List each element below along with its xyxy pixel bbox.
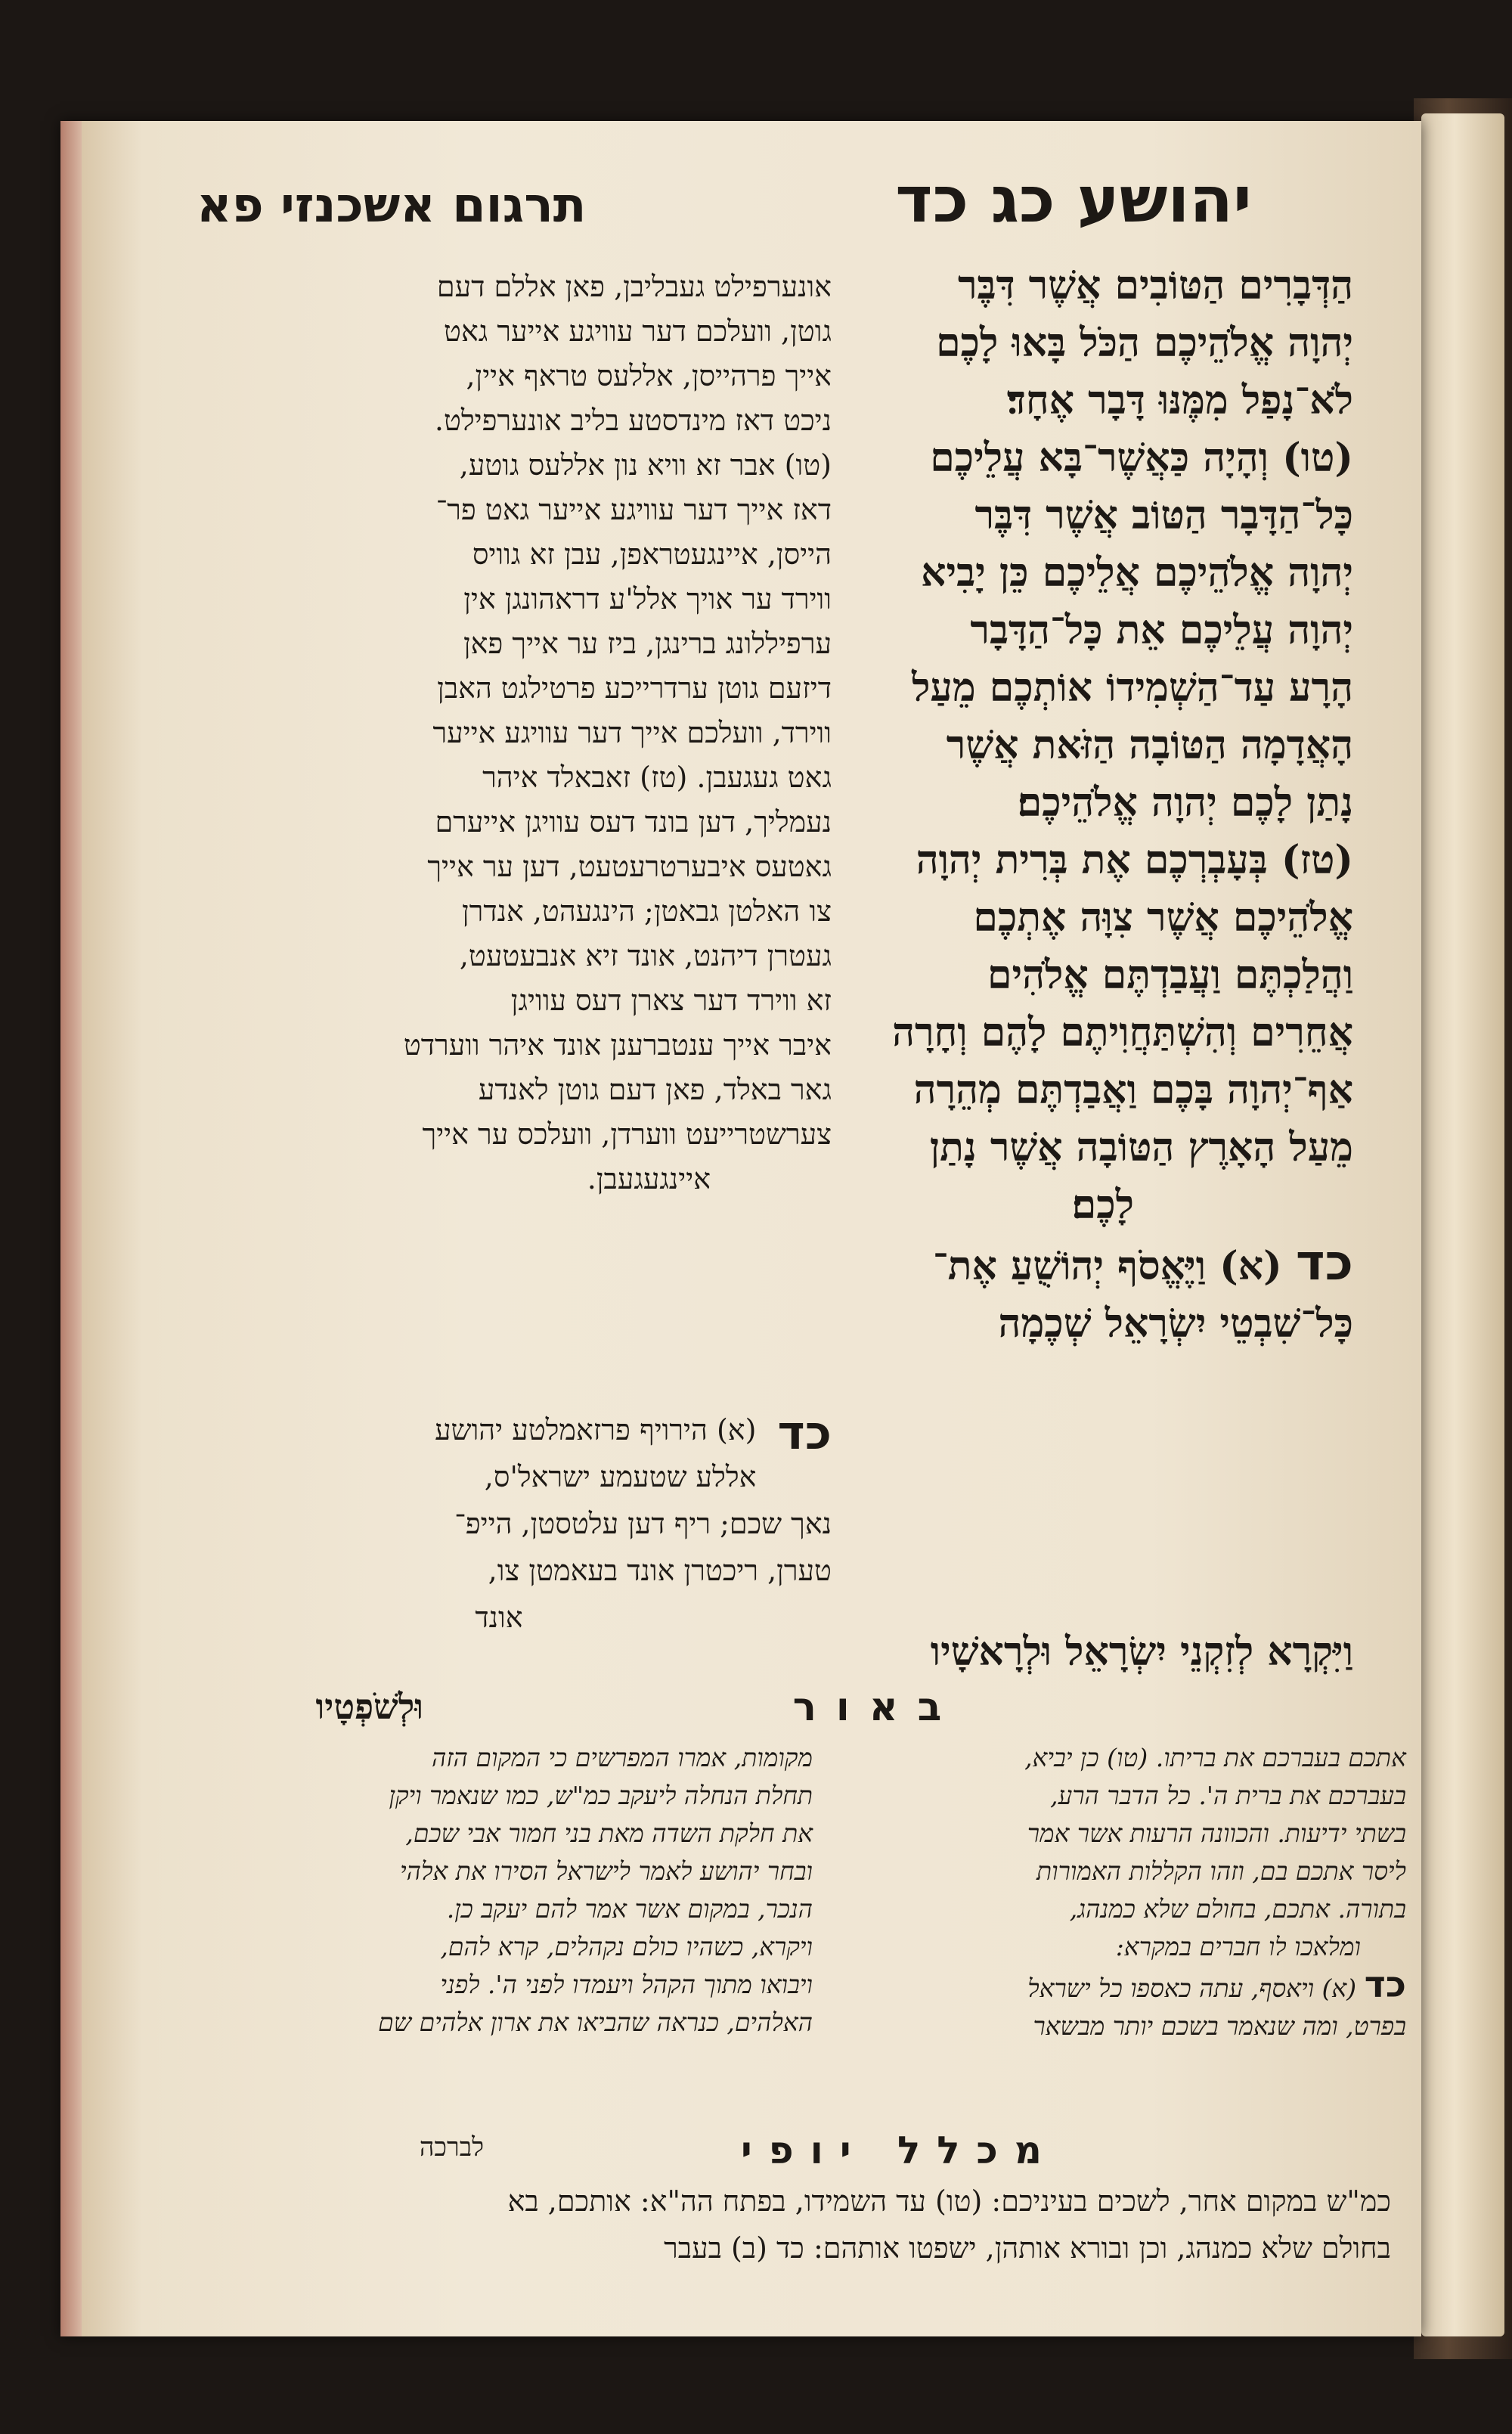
chapter-number: כד <box>1295 1233 1353 1291</box>
translation-line: צערשטרייעט ווערדן, וועלכס ער אייך <box>422 1118 832 1151</box>
translation-line: געטרן דיהנט, אונד זיא אנבעטעט, <box>459 939 832 972</box>
translation-column <box>166 265 832 1512</box>
commentary-line: בתורה. אתכם, בחולם שלא כמנהג, <box>1069 1894 1406 1924</box>
mikhlal-yofi-title: מכלל יופי <box>741 2129 1058 2172</box>
hebrew-line: (א) וַיֶּאֱסֹף יְהוֹשֻׁעַ אֶת־ <box>932 1243 1282 1289</box>
hebrew-line: אֱלֹהֵיכֶם אֲשֶׁר צִוָּה אֶתְכֶם <box>973 895 1353 941</box>
chapter-number: כד <box>777 1405 832 1460</box>
hebrew-line: יְהוָה אֱלֹהֵיכֶם אֲלֵיכֶם כֵּן יָבִיא <box>921 550 1353 596</box>
hebrew-line: כָּל־שִׁבְטֵי יִשְׂרָאֵל שְׁכֶמָה <box>998 1301 1353 1347</box>
hebrew-wide-line <box>212 1622 1353 1682</box>
footnote-line: בחולם שלא כמנהג, וכן ובורא אותהן, ישפטו אותהם: כד (ב) בעבר <box>664 2231 1391 2265</box>
commentary-line: אתכם בעברכם את בריתו. (טו) כן יביא, <box>1024 1743 1406 1772</box>
chapter-number: כד <box>1364 1964 1406 2006</box>
hebrew-line: יְהוָה אֱלֹהֵיכֶם הַכֹּל בָּאוּ לָכֶם <box>936 320 1353 366</box>
translation-line: ווירד ער אויך אלל'ע דראהונגן אין <box>463 582 832 615</box>
translation-line: ווירד, וועלכם אייך דער עוויגע אייער <box>432 716 832 749</box>
translation-line: נעמליך, דען בונד דעס עוויגן אייערם <box>435 805 832 839</box>
commentary-line: ומלאכו לו חברים במקרא: <box>1115 1932 1361 1961</box>
hebrew-text-column <box>764 257 1353 1558</box>
translation-line: אייך פרהייסן, אללעס טראף איין, <box>466 359 832 392</box>
translation-line: אונערפילט געבליבן, פאן אללם דעם <box>436 270 832 303</box>
running-header-book: יהושע כג כד <box>895 163 1252 237</box>
commentary-line: ובחר יהושע לאמר לישראל הסירו את אלהי <box>400 1856 813 1886</box>
hebrew-line: אֲחֵרִים וְהִשְׁתַּחֲוִיתֶם לָהֶם וְחָרָה <box>892 1009 1353 1056</box>
translation-line: ערפיללונג ברינגן, ביז ער אייך פאן <box>463 627 832 660</box>
commentary-line: ליסר אתכם בם, וזהו הקללות האמורות <box>1036 1856 1406 1886</box>
commentary-line: הנכר, במקום אשר אמר להם יעקב כן. <box>446 1894 813 1924</box>
commentary-catchword: לברכה <box>419 2132 484 2163</box>
hebrew-line: (טו) וְהָיָה כַּאֲשֶׁר־בָּא עֲלֵיכֶם <box>930 435 1353 481</box>
translation-line: נאך שכם; ריף דען עלטסטן, הייפ־ <box>454 1507 832 1540</box>
hebrew-line: אַף־יְהוָה בָּכֶם וַאֲבַדְתֶּם מְהֵרָה <box>913 1067 1353 1113</box>
translation-line: ניכט דאז מינדסטע בליב אונערפילט. <box>434 404 832 437</box>
translation-line: (א) הירויף פרזאמלטע יהושע <box>435 1413 757 1446</box>
hebrew-line: וַיִּקְרָא לְזִקְנֵי יִשְׂרָאֵל וּלְרָאשָׁיו <box>930 1629 1353 1675</box>
next-page-edge <box>1421 113 1504 2336</box>
commentary-line: האלהים, כנראה שהביאו את ארון אלהים שם <box>378 2008 813 2037</box>
translation-line: זא ווירד דער צארן דעס עוויגן <box>510 984 832 1017</box>
running-header-translation: תרגום אשכנזי פא <box>197 178 587 234</box>
beur-left-column <box>166 1739 813 2132</box>
translation-line: טערן, ריכטרן אונד בעאמטן צו, <box>488 1554 832 1587</box>
hebrew-line: לָכֶם׃ <box>1071 1182 1134 1228</box>
translation-chapter-start <box>166 1405 832 1634</box>
translation-line: איבר אייך ענטברענן אונד איהר ווערדט <box>403 1028 832 1062</box>
beur-right-column <box>832 1739 1406 2132</box>
commentary-line: (א) ויאסף, עתה כאספו כל ישראל <box>1027 1974 1357 2003</box>
hebrew-line: מֵעַל הָאָרֶץ הַטּוֹבָה אֲשֶׁר נָתַן <box>929 1124 1353 1170</box>
page-edge-red <box>60 121 82 2336</box>
translation-line: גאר באלד, פאן דעם גוטן לאנדע <box>478 1073 832 1106</box>
hebrew-line: (טז) בְּעָבְרְכֶם אֶת בְּרִית יְהוָה <box>916 837 1353 883</box>
hebrew-line: הָאֲדָמָה הַטּוֹבָה הַזֹּאת אֲשֶׁר <box>946 722 1353 768</box>
commentary-line: בעברכם את ברית ה'. כל הדבר הרע, <box>1050 1781 1406 1810</box>
translation-line: גוטן, וועלכם דער עוויגע אייער גאט <box>444 315 832 348</box>
hebrew-chapter-line <box>764 1234 1353 1295</box>
hebrew-line: לֹא־נָפַל מִמֶּנּוּ דָּבָר אֶחָד׃ <box>1006 377 1353 423</box>
translation-line: (טו) אבר זא וויא נון אללעס גוטע, <box>459 448 832 482</box>
footnote-line: כמ"ש במקום אחר, לשכים בעיניכם: (טו) עד השמידו, בפתח הה"א: אותכם, בא <box>507 2184 1391 2218</box>
translation-line: איינגעגעבן. <box>587 1162 711 1195</box>
hebrew-line: הַדְּבָרִים הַטּוֹבִים אֲשֶׁר דִּבֶּר <box>957 262 1353 309</box>
translation-line: צו האלטן גבאטן; הינגעהט, אנדרן <box>461 895 832 928</box>
commentary-line: את חלקת השדה מאת בני חמור אבי שכם, <box>405 1819 813 1848</box>
translation-line: אללע שטעמע ישראל'ס, <box>484 1460 757 1493</box>
translation-line: דאז אייך דער עוויגע אייער גאט פר־ <box>435 493 832 526</box>
hebrew-line: יְהוָה עֲלֵיכֶם אֵת כָּל־הַדָּבָר <box>970 607 1353 653</box>
hebrew-line-end: וּלְשֹׁפְטָיו <box>315 1686 423 1727</box>
commentary-line: תחלת הנחלה ליעקב כמ"ש, כמו שנאמר ויקן <box>389 1781 813 1810</box>
book-page <box>60 121 1421 2336</box>
hebrew-line: וַהֲלַכְתֶּם וַעֲבַדְתֶּם אֱלֹהִים <box>987 952 1353 998</box>
translation-line: הייסן, איינגעטראפן, עבן זא גוויס <box>472 538 832 571</box>
hebrew-line: כָּל־הַדָּבָר הַטּוֹב אֲשֶׁר דִּבֶּר <box>974 492 1353 538</box>
commentary-line: ויבואו מתוך הקהל ויעמדו לפני ה'. לפני <box>440 1970 813 1999</box>
mikhlal-yofi-notes <box>212 2178 1391 2276</box>
commentary-line: מקומות, אמרו המפרשים כי המקום הזה <box>431 1743 813 1772</box>
commentary-chapter-line <box>832 1966 1406 2008</box>
translation-line: דיזעם גוטן ערדרייכע פרטילגט האבן <box>437 671 832 705</box>
translation-line: גאט געגעבן. (טז) זאבאלד איהר <box>482 761 832 794</box>
hebrew-line: הָרָע עַד־הַשְׁמִידוֹ אוֹתְכֶם מֵעַל <box>912 665 1353 711</box>
commentary-line: ויקרא, כשהיו כולם נקהלים, קרא להם, <box>440 1932 813 1961</box>
hebrew-line: נָתַן לָכֶם יְהוָה אֱלֹהֵיכֶם׃ <box>1017 780 1353 826</box>
beur-section-title: באור <box>792 1685 962 1730</box>
translation-line: אונד <box>475 1601 523 1634</box>
commentary-line: בפרט, ומה שנאמר בשכם יותר מבשאר <box>1033 2011 1406 2041</box>
commentary-line: בשתי ידיעות. והכוונה הרעות אשר אמר <box>1027 1819 1406 1848</box>
translation-line: גאטעס איבערטרעטעט, דען ער אייך <box>427 850 832 883</box>
